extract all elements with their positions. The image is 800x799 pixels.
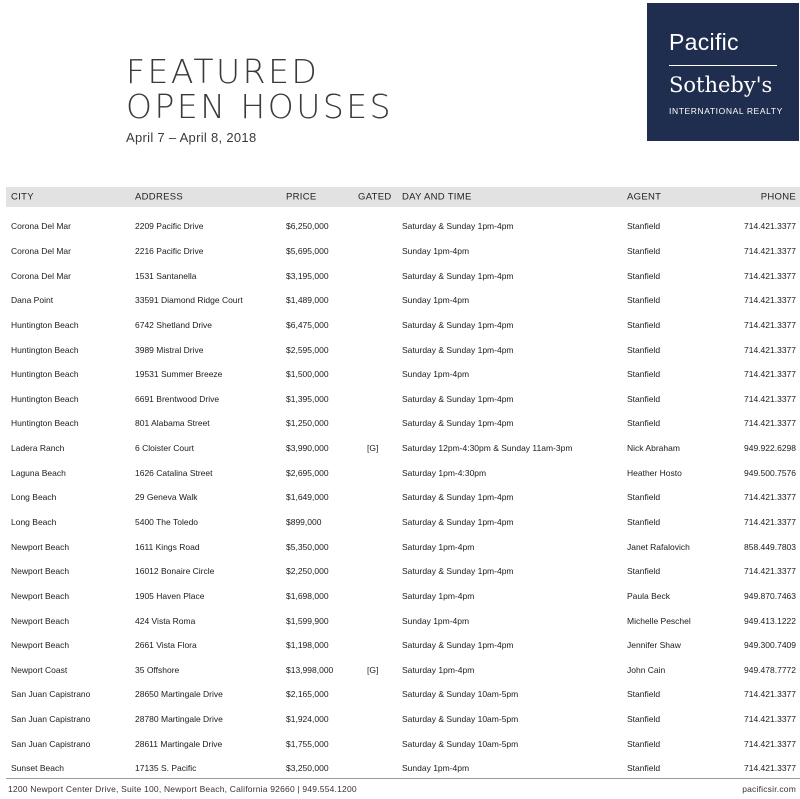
cell-agent: Stanfield: [627, 221, 661, 232]
cell-city: Huntington Beach: [11, 344, 79, 355]
cell-price: $6,475,000: [286, 319, 329, 330]
cell-address: 35 Offshore: [135, 664, 180, 675]
open-houses-table: [6, 187, 800, 781]
cell-agent: Paula Beck: [627, 590, 670, 601]
table-row: [6, 214, 800, 239]
cell-day-time: Sunday 1pm-4pm: [402, 245, 470, 256]
cell-address: 16012 Bonaire Circle: [135, 566, 215, 577]
table-row: [6, 263, 800, 288]
cell-city: Ladera Ranch: [11, 443, 65, 454]
cell-city: Laguna Beach: [11, 467, 66, 478]
column-header-city: CITY: [11, 191, 34, 203]
cell-price: $2,595,000: [286, 344, 329, 355]
page-title-line1: FEATURED: [126, 52, 320, 91]
table-row: [6, 510, 800, 535]
cell-price: $1,599,900: [286, 615, 329, 626]
table-row: [6, 239, 800, 264]
cell-phone: 714.421.3377: [744, 245, 796, 256]
cell-price: $5,695,000: [286, 245, 329, 256]
cell-day-time: Saturday & Sunday 10am-5pm: [402, 714, 519, 725]
cell-agent: Janet Rafalovich: [627, 541, 690, 552]
cell-agent: Stanfield: [627, 245, 661, 256]
cell-agent: Heather Hosto: [627, 467, 682, 478]
cell-phone: 714.421.3377: [744, 221, 796, 232]
cell-day-time: Saturday 1pm-4pm: [402, 664, 475, 675]
cell-address: 801 Alabama Street: [135, 418, 210, 429]
cell-phone: 714.421.3377: [744, 517, 796, 527]
table-row: [6, 313, 800, 338]
cell-price: $13,998,000: [286, 664, 334, 675]
date-range: April 7 – April 8, 2018: [126, 130, 257, 145]
cell-agent: Nick Abraham: [627, 443, 680, 454]
page-title-line2: OPEN HOUSES: [126, 87, 394, 126]
cell-address: 19531 Summer Breeze: [135, 369, 223, 380]
cell-city: Huntington Beach: [11, 418, 79, 429]
footer-website: pacificsir.com: [742, 784, 796, 794]
table-row: [6, 386, 800, 411]
table-row: [6, 436, 800, 461]
cell-price: $3,195,000: [286, 270, 329, 281]
cell-agent: Stanfield: [627, 344, 661, 355]
cell-day-time: Sunday 1pm-4pm: [402, 295, 470, 306]
cell-city: Newport Beach: [11, 640, 70, 651]
cell-city: San Juan Capistrano: [11, 689, 91, 700]
cell-day-time: Saturday & Sunday 1pm-4pm: [402, 517, 514, 527]
cell-phone: 714.421.3377: [744, 714, 796, 725]
cell-city: Sunset Beach: [11, 763, 64, 774]
cell-phone: 714.421.3377: [744, 418, 796, 429]
cell-phone: 714.421.3377: [744, 566, 796, 577]
footer-address: 1200 Newport Center Drive, Suite 100, Newport Beach, California 92660 | 949.554.1200: [8, 784, 357, 794]
cell-day-time: Saturday 1pm-4:30pm: [402, 467, 487, 478]
cell-phone: 714.421.3377: [744, 319, 796, 330]
table-body: [6, 207, 800, 781]
cell-agent: Stanfield: [627, 738, 661, 749]
cell-agent: Stanfield: [627, 319, 661, 330]
logo-sothebys-text: Sotheby's: [669, 73, 773, 97]
cell-price: $6,250,000: [286, 221, 329, 232]
cell-address: 5400 The Toledo: [135, 517, 199, 527]
cell-phone: 714.421.3377: [744, 492, 796, 503]
cell-city: Newport Coast: [11, 664, 68, 675]
cell-address: 29 Geneva Walk: [135, 492, 198, 503]
table-row: [6, 682, 800, 707]
column-header-gated: GATED: [358, 191, 392, 203]
cell-agent: Stanfield: [627, 492, 661, 503]
cell-gated: [G]: [367, 664, 379, 675]
cell-city: San Juan Capistrano: [11, 714, 91, 725]
cell-phone: 858.449.7803: [744, 541, 796, 552]
cell-address: 28611 Martingale Drive: [135, 738, 223, 749]
cell-day-time: Saturday & Sunday 1pm-4pm: [402, 319, 514, 330]
cell-day-time: Saturday & Sunday 1pm-4pm: [402, 393, 514, 404]
table-row: [6, 337, 800, 362]
cell-phone: 714.421.3377: [744, 738, 796, 749]
cell-address: 2209 Pacific Drive: [135, 221, 204, 232]
cell-agent: Stanfield: [627, 270, 661, 281]
table-row: [6, 658, 800, 683]
cell-day-time: Saturday 1pm-4pm: [402, 590, 475, 601]
cell-day-time: Saturday & Sunday 1pm-4pm: [402, 492, 514, 503]
cell-agent: Stanfield: [627, 517, 661, 527]
cell-phone: 949.922.6298: [744, 443, 796, 454]
cell-price: $1,250,000: [286, 418, 329, 429]
cell-phone: 949.300.7409: [744, 640, 796, 651]
cell-price: $899,000: [286, 517, 322, 527]
cell-gated: [G]: [367, 443, 379, 454]
cell-city: Long Beach: [11, 492, 57, 503]
cell-phone: 949.500.7576: [744, 467, 796, 478]
column-header-phone: PHONE: [760, 191, 796, 203]
cell-agent: Stanfield: [627, 566, 661, 577]
cell-phone: 714.421.3377: [744, 369, 796, 380]
cell-city: San Juan Capistrano: [11, 738, 91, 749]
cell-day-time: Saturday & Sunday 1pm-4pm: [402, 640, 514, 651]
cell-phone: 714.421.3377: [744, 295, 796, 306]
cell-price: $1,489,000: [286, 295, 329, 306]
cell-price: $2,695,000: [286, 467, 329, 478]
table-row: [6, 485, 800, 510]
column-header-day-time: DAY AND TIME: [402, 191, 472, 203]
cell-agent: Stanfield: [627, 295, 661, 306]
cell-agent: Stanfield: [627, 714, 661, 725]
cell-address: 6 Cloister Court: [135, 443, 195, 454]
logo-divider: [669, 65, 777, 66]
cell-phone: 949.870.7463: [744, 590, 796, 601]
table-header: [6, 187, 800, 207]
table-row: [6, 559, 800, 584]
cell-day-time: Sunday 1pm-4pm: [402, 615, 470, 626]
column-header-address: ADDRESS: [135, 191, 184, 203]
cell-day-time: Saturday & Sunday 10am-5pm: [402, 738, 519, 749]
cell-phone: 714.421.3377: [744, 763, 796, 774]
cell-phone: 949.413.1222: [744, 615, 796, 626]
cell-address: 33591 Diamond Ridge Court: [135, 295, 243, 306]
cell-address: 6691 Brentwood Drive: [135, 393, 220, 404]
cell-address: 1626 Catalina Street: [135, 467, 213, 478]
cell-agent: Stanfield: [627, 418, 661, 429]
cell-price: $5,350,000: [286, 541, 329, 552]
cell-phone: 714.421.3377: [744, 344, 796, 355]
cell-price: $1,755,000: [286, 738, 329, 749]
cell-price: $1,198,000: [286, 640, 329, 651]
cell-agent: Stanfield: [627, 369, 661, 380]
cell-address: 28650 Martingale Drive: [135, 689, 223, 700]
cell-day-time: Saturday & Sunday 1pm-4pm: [402, 270, 514, 281]
table-row: [6, 731, 800, 756]
brand-logo: [647, 3, 799, 141]
cell-city: Huntington Beach: [11, 319, 79, 330]
cell-city: Long Beach: [11, 517, 57, 527]
table-row: [6, 288, 800, 313]
cell-address: 28780 Martingale Drive: [135, 714, 223, 725]
cell-day-time: Saturday & Sunday 1pm-4pm: [402, 418, 514, 429]
table-row: [6, 362, 800, 387]
cell-address: 2216 Pacific Drive: [135, 245, 204, 256]
cell-address: 1905 Haven Place: [135, 590, 205, 601]
cell-address: 2661 Vista Flora: [135, 640, 197, 651]
table-row: [6, 460, 800, 485]
cell-agent: Jennifer Shaw: [627, 640, 681, 651]
cell-price: $1,500,000: [286, 369, 329, 380]
column-header-price: PRICE: [286, 191, 317, 203]
cell-day-time: Saturday 1pm-4pm: [402, 541, 475, 552]
cell-phone: 714.421.3377: [744, 270, 796, 281]
cell-city: Huntington Beach: [11, 393, 79, 404]
cell-city: Corona Del Mar: [11, 270, 71, 281]
cell-address: 6742 Shetland Drive: [135, 319, 213, 330]
cell-price: $2,250,000: [286, 566, 329, 577]
cell-agent: Stanfield: [627, 689, 661, 700]
title-block: [126, 54, 393, 145]
cell-day-time: Saturday & Sunday 1pm-4pm: [402, 566, 514, 577]
cell-agent: Michelle Peschel: [627, 615, 691, 626]
logo-pacific-text: Pacific: [669, 29, 739, 55]
cell-city: Newport Beach: [11, 615, 70, 626]
cell-day-time: Saturday & Sunday 10am-5pm: [402, 689, 519, 700]
cell-price: $1,395,000: [286, 393, 329, 404]
cell-city: Dana Point: [11, 295, 54, 306]
cell-day-time: Sunday 1pm-4pm: [402, 763, 470, 774]
table-row: [6, 584, 800, 609]
footer-divider: [6, 778, 800, 779]
cell-phone: 714.421.3377: [744, 689, 796, 700]
cell-city: Corona Del Mar: [11, 245, 71, 256]
logo-realty-text: INTERNATIONAL REALTY: [669, 106, 783, 116]
cell-price: $1,924,000: [286, 714, 329, 725]
cell-day-time: Saturday & Sunday 1pm-4pm: [402, 221, 514, 232]
table-row: [6, 534, 800, 559]
cell-city: Newport Beach: [11, 590, 70, 601]
cell-phone: 714.421.3377: [744, 393, 796, 404]
cell-agent: Stanfield: [627, 763, 661, 774]
cell-city: Corona Del Mar: [11, 221, 71, 232]
cell-agent: John Cain: [627, 664, 666, 675]
table-row: [6, 633, 800, 658]
table-row: [6, 411, 800, 436]
cell-address: 1611 Kings Road: [135, 541, 200, 552]
table-row: [6, 707, 800, 732]
cell-city: Newport Beach: [11, 566, 70, 577]
column-header-agent: AGENT: [627, 191, 662, 203]
cell-price: $1,698,000: [286, 590, 329, 601]
cell-address: 3989 Mistral Drive: [135, 344, 204, 355]
cell-day-time: Saturday & Sunday 1pm-4pm: [402, 344, 514, 355]
cell-address: 1531 Santanella: [135, 270, 197, 281]
table-row: [6, 608, 800, 633]
cell-price: $3,250,000: [286, 763, 329, 774]
cell-day-time: Saturday 12pm-4:30pm & Sunday 11am-3pm: [402, 443, 573, 454]
cell-city: Newport Beach: [11, 541, 70, 552]
cell-address: 17135 S. Pacific: [135, 763, 197, 774]
cell-phone: 949.478.7772: [744, 664, 796, 675]
cell-city: Huntington Beach: [11, 369, 79, 380]
cell-price: $3,990,000: [286, 443, 329, 454]
cell-price: $2,165,000: [286, 689, 329, 700]
cell-agent: Stanfield: [627, 393, 661, 404]
cell-day-time: Sunday 1pm-4pm: [402, 369, 470, 380]
cell-price: $1,649,000: [286, 492, 329, 503]
cell-address: 424 Vista Roma: [135, 615, 196, 626]
